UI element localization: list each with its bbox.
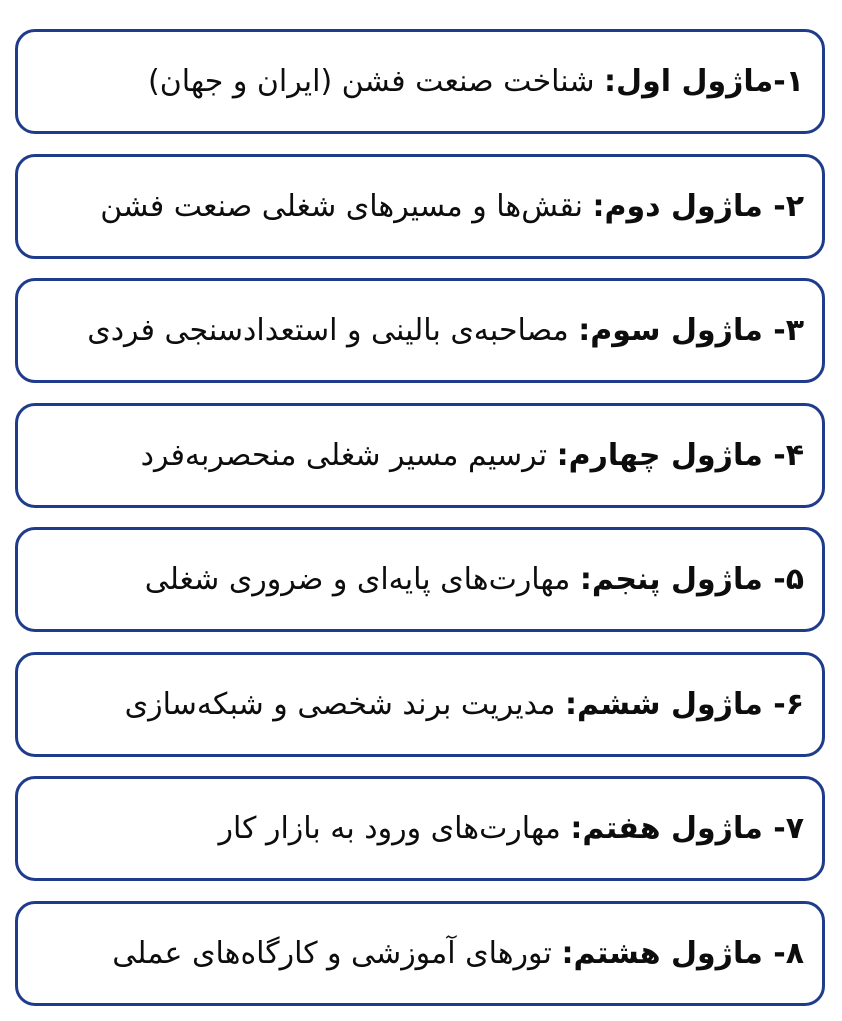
module-title: ۸- ماژول هشتم: [561,935,804,971]
module-title: ۵- ماژول پنجم: [579,561,804,597]
module-title: ۲- ماژول دوم: [592,188,804,224]
module-title: ۳- ماژول سوم: [578,312,804,348]
module-description: نقش‌ها و مسیرهای شغلی صنعت فشن [100,188,583,224]
module-description: مهارت‌های ورود به بازار کار [218,810,561,846]
module-card-5 [15,527,825,632]
module-title: ۱-ماژول اول: [604,63,804,99]
module-card-3 [15,278,825,383]
module-title: ۷- ماژول هفتم: [570,810,804,846]
module-description: مصاحبه‌ی بالینی و استعدادسنجی فردی [87,312,569,348]
module-text [87,313,804,349]
module-title: ۴- ماژول چهارم: [556,437,804,473]
module-card-4 [15,403,825,508]
module-description: مهارت‌های پایه‌ای و ضروری شغلی [144,561,571,597]
module-text [100,189,804,225]
module-text [219,811,804,847]
module-card-6 [15,652,825,757]
module-text [141,438,804,474]
module-card-2 [15,154,825,259]
module-description: شناخت صنعت فشن (ایران و جهان) [148,63,595,99]
module-text [112,936,804,972]
module-card-7 [15,776,825,881]
module-description: تورهای آموزشی و کارگاه‌های عملی [112,935,552,971]
module-description: مدیریت برند شخصی و شبکه‌سازی [124,686,556,722]
module-text [125,687,804,723]
module-text [145,562,804,598]
module-card-1 [15,29,825,134]
module-title: ۶- ماژول ششم: [565,686,804,722]
module-text [148,64,804,100]
module-description: ترسیم مسیر شغلی منحصربه‌فرد [140,437,548,473]
module-card-8 [15,901,825,1006]
